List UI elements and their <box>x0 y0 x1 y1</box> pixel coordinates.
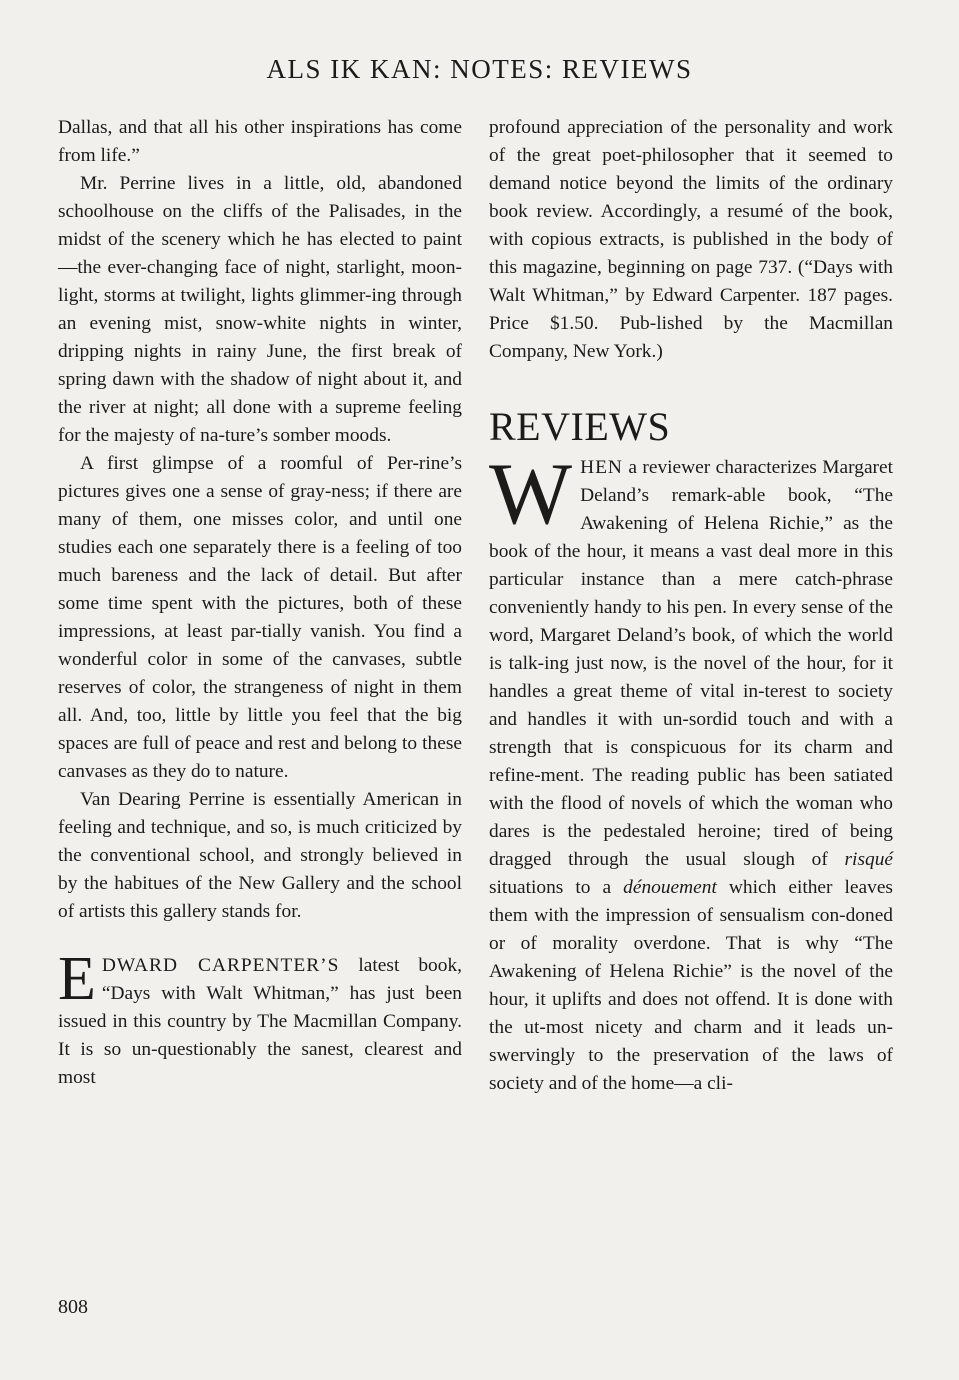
paragraph-first-glimpse: A first glimpse of a roomful of Per-rine’s pictures gives one a sense of gray-ness; if there are many of them, one misses color, and until one studies each one separately there is a feeling of too much bareness and the lack of detail. But after some time spent with the pictures, both of these impressions, at least par-tially vanish. You find a wonderful color in some of the canvases, subtle reserves of color, the strangeness of night in them all. And, too, little by little you feel that the big spaces are full of peace and rest and belong to these canvases as they do to nature. <box>58 453 462 782</box>
drop-cap-w: W <box>489 446 573 543</box>
page-number: 808 <box>58 1296 88 1318</box>
carpenter-smallcaps: DWARD CARPENTER’S <box>101 955 340 976</box>
paragraph-carpenter-notice <box>58 945 462 1092</box>
paragraph-helena-richie-review <box>489 446 893 1098</box>
carpenter-text: latest book, “Days with Walt Whitman,” has just been issued in this country by The Macmillan Company. It is so un-questionably the sanest, clearest and most <box>58 955 462 1088</box>
paragraph-american-feeling: Van Dearing Perrine is essentially American in feeling and technique, and so, is much criticized by the conventional school, and strongly believed in by the habitues of the New Gallery and the school of artists this gallery stands for. <box>58 789 462 922</box>
left-column <box>58 114 462 1092</box>
review-italic-risque: risqué <box>844 849 893 870</box>
paragraph-dallas: Dallas, and that all his other inspirations has come from life.” <box>58 117 462 166</box>
review-text-1: a reviewer characterizes Margaret Deland’s remark-able book, “The Awakening of Helena Richie,” as the book of the hour, it means a vast deal more in this particular instance than a mere catch-phrase conveniently handy to his pen. In every sense of the word, Margaret Deland’s book, of which the world is talk-ing just now, is the novel of the hour, for it handles a great theme of vital in-terest to society and handles it with un-sordid touch and with a strength that is conspicuous for its charm and refine-ment. The reading public has been satiated with the flood of novels of which the woman who dares is the pedestaled heroine; tired of being dragged through the usual slough of <box>489 457 893 870</box>
drop-cap-e: E <box>58 945 96 1013</box>
paragraph-perrine-home: Mr. Perrine lives in a little, old, abandoned schoolhouse on the cliffs of the Palisades, in the midst of the scenery which he has elected to paint—the ever-changing face of night, starlight, moon-light, storms at twilight, lights glimmer-ing through an evening mist, snow-white nights in winter, dripping nights in rainy June, the first break of spring dawn with the shadow of night about it, and the river at night; all done with a supreme feeling for the majesty of na-ture’s somber moods. <box>58 173 462 446</box>
review-italic-denouement: dénouement <box>623 877 717 898</box>
review-smallcaps: HEN <box>580 457 623 478</box>
right-column <box>489 114 893 1098</box>
review-text-3: which either leaves them with the impression of sensualism con-doned or of morality overdone. That is why “The Awakening of Helena Richie” is the novel of the hour, it uplifts and does not offend. It is done with the ut-most nicety and charm and it leads un-swervingly to the preservation of the laws of society and of the home—a cli- <box>489 877 893 1094</box>
paragraph-whitman-appreciation: profound appreciation of the personality and work of the great poet-philosopher that it seemed to demand notice beyond the limits of the ordinary book review. Accordingly, a resumé of the book, with copious extracts, is published in the body of this magazine, beginning on page 737. (“Days with Walt Whitman,” by Edward Carpenter. 187 pages. Price $1.50. Pub-lished by the Macmillan Company, New York.) <box>489 117 893 362</box>
running-title: ALS IK KAN: NOTES: REVIEWS <box>266 54 693 84</box>
review-text-2: situations to a <box>489 877 624 898</box>
section-heading-reviews: REVIEWS <box>489 404 671 449</box>
